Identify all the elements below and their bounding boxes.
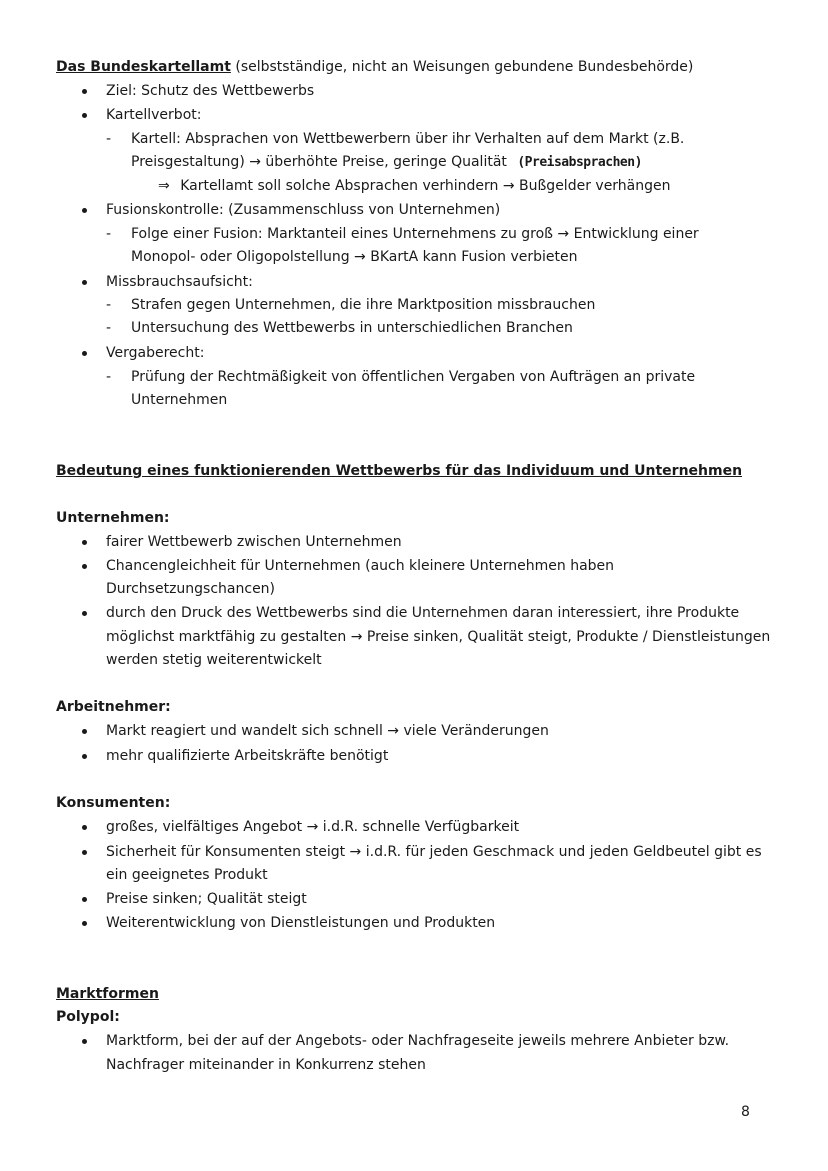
list-item-polypol-line1: Marktform, bei der auf der Angebots- oder Nachfrageseite jeweils mehrere Anbieter bzw. [106,1033,730,1049]
sub-item-vergabe-line2: Unternehmen [131,392,228,408]
list-item-chancengleichheit-line1: Chancengleichheit für Unternehmen (auch kleinere Unternehmen haben [106,558,615,574]
list-item-sicherheit-line2: ein geeignetes Produkt [106,867,268,883]
list-item-fairer-wettbewerb: fairer Wettbewerb zwischen Unternehmen [106,534,402,550]
list-item-druck-line2: möglichst marktfähig zu gestalten → Preise sinken, Qualität steigt, Produkte / Dienstleistungen [106,629,771,645]
list-item-weiterentwicklung: Weiterentwicklung von Dienstleistungen und Produkten [106,915,496,931]
list-item-kartellverbot: Kartellverbot: [106,107,202,123]
dash-marker: - [106,131,112,147]
sub-item-missbrauch-2: Untersuchung des Wettbewerbs in unterschiedlichen Branchen [131,320,573,336]
sub-sub-item-kartellamt-text: Kartellamt soll solche Absprachen verhindern → Bußgelder verhängen [180,178,671,194]
dash-marker: - [106,320,112,336]
subheading-unternehmen: Unternehmen: [56,510,170,526]
section-title-marktformen: Marktformen [56,986,159,1002]
subheading-konsumenten: Konsumenten: [56,795,171,811]
list-item-chancengleichheit-line2: Durchsetzungschancen) [106,581,276,597]
list-item-ziel: Ziel: Schutz des Wettbewerbs [106,83,315,99]
sub-item-missbrauch-1: Strafen gegen Unternehmen, die ihre Marktposition missbrauchen [131,297,596,313]
handwritten-note: (Preisabsprachen) [517,155,642,170]
page-number: 8 [741,1104,750,1120]
list-item-sicherheit-line1: Sicherheit für Konsumenten steigt → i.d.R. für jeden Geschmack und jeden Geldbeutel gibt es [106,844,762,860]
list-item-polypol-line2: Nachfrager miteinander in Konkurrenz stehen [106,1057,426,1073]
list-item-markt-reagiert: Markt reagiert und wandelt sich schnell → viele Veränderungen [106,723,549,739]
list-item-fusionskontrolle: Fusionskontrolle: (Zusammenschluss von Unternehmen) [106,202,501,218]
heading-bundeskartellamt-note: (selbstständige, nicht an Weisungen gebundene Bundesbehörde) [230,59,694,75]
list-item-preise-sinken: Preise sinken; Qualität steigt [106,891,307,907]
sub-item-kartell-line2 [131,152,642,173]
list-item-druck-line3: werden stetig weiterentwickelt [106,652,322,668]
dash-marker: - [106,297,112,313]
implies-arrow-icon: ⇒ [158,178,170,194]
list-item-angebot: großes, vielfältiges Angebot → i.d.R. schnelle Verfügbarkeit [106,819,520,835]
sub-item-fusion-line2: Monopol- oder Oligopolstellung → BKartA kann Fusion verbieten [131,249,578,265]
sub-item-kartell-text: Preisgestaltung) → überhöhte Preise, geringe Qualität [131,154,507,170]
sub-item-fusion-line1: Folge einer Fusion: Marktanteil eines Unternehmens zu groß → Entwicklung einer [131,226,699,242]
heading-bundeskartellamt: Das Bundeskartellamt [56,59,231,75]
list-item-arbeitskraefte: mehr qualifizierte Arbeitskräfte benötigt [106,748,389,764]
list-item-vergaberecht: Vergaberecht: [106,345,205,361]
list-item-druck-line1: durch den Druck des Wettbewerbs sind die Unternehmen daran interessiert, ihre Produkte [106,605,740,621]
list-item-missbrauchsaufsicht: Missbrauchsaufsicht: [106,274,253,290]
sub-item-vergabe-line1: Prüfung der Rechtmäßigkeit von öffentlichen Vergaben von Aufträgen an private [131,369,696,385]
sub-item-kartell-line1: Kartell: Absprachen von Wettbewerbern über ihr Verhalten auf dem Markt (z.B. [131,131,685,147]
dash-marker: - [106,369,112,385]
sub-sub-item-kartellamt [158,176,671,196]
dash-marker: - [106,226,112,242]
section-title-bedeutung: Bedeutung eines funktionierenden Wettbewerbs für das Individuum und Unternehmen [56,463,743,479]
subheading-arbeitnehmer: Arbeitnehmer: [56,699,171,715]
section-title-bundeskartellamt [56,57,693,77]
subheading-polypol: Polypol: [56,1009,120,1025]
